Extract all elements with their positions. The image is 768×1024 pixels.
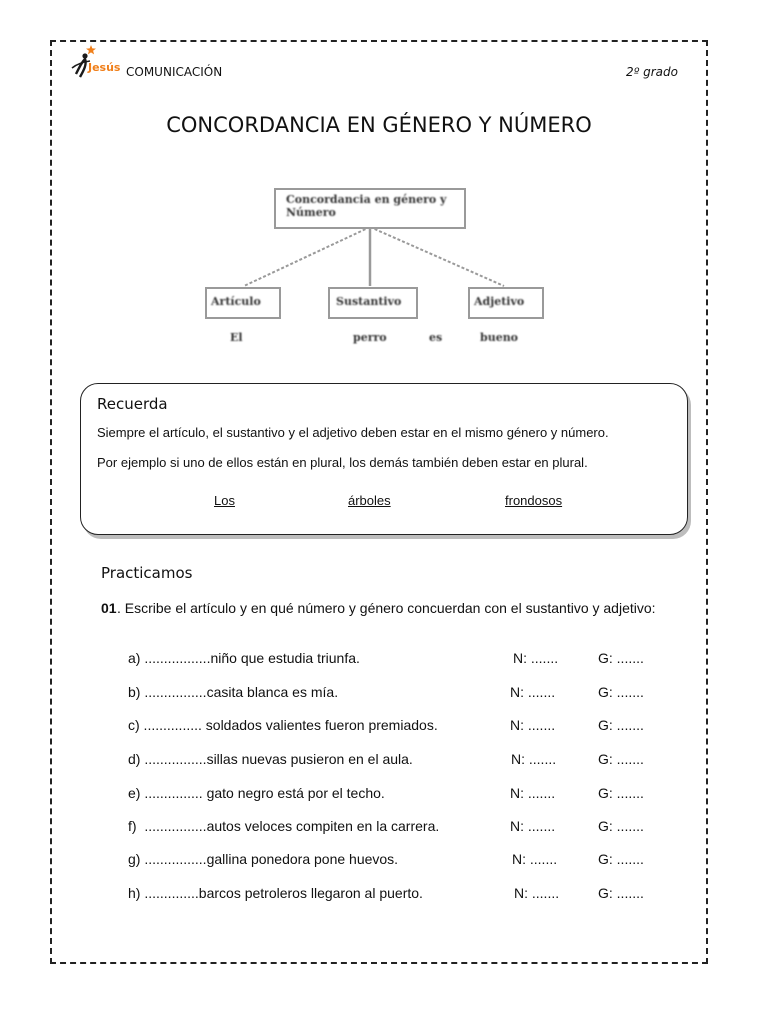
exercise-item: f) ................autos veloces compiten en la carrera. — [128, 818, 440, 834]
example-adjective: frondosos — [505, 493, 563, 508]
diagram-node-label: Artículo — [211, 295, 261, 308]
gender-blank: G: ....... — [598, 650, 644, 666]
exercise-item: e) ............... gato negro está por el techo. — [128, 785, 385, 801]
diagram-example-word: El — [230, 331, 243, 344]
diagram-node-sustantivo — [328, 287, 418, 319]
number-blank: N: ....... — [510, 818, 556, 834]
diagram-node-adjetivo — [468, 287, 544, 319]
remember-heading: Recuerda — [97, 395, 168, 413]
exercise-item: d) ................sillas nuevas pusieron en el aula. — [128, 751, 413, 767]
example-article: Los — [214, 493, 235, 508]
remember-box — [80, 383, 688, 535]
number-blank: N: ....... — [510, 717, 556, 733]
number-blank: N: ....... — [512, 851, 558, 867]
remember-example-text: Por ejemplo si uno de ellos están en plural, los demás también deben estar en plural. — [97, 455, 588, 470]
number-blank: N: ....... — [510, 684, 556, 700]
number-blank: N: ....... — [513, 650, 559, 666]
diagram-root-box — [274, 188, 466, 229]
exercise-item: c) ............... soldados valientes fueron premiados. — [128, 717, 438, 733]
gender-blank: G: ....... — [598, 751, 644, 767]
diagram-example-word: bueno — [480, 331, 519, 344]
exercise-item: h) ..............barcos petroleros llegaron al puerto. — [128, 885, 423, 901]
concept-diagram — [200, 183, 560, 353]
subject-label: COMUNICACIÓN — [126, 65, 223, 79]
diagram-node-articulo — [205, 287, 281, 319]
example-noun: árboles — [348, 493, 391, 508]
question-number: 01 — [101, 600, 117, 616]
remember-rule: Siempre el artículo, el sustantivo y el adjetivo deben estar en el mismo género y número. — [97, 425, 609, 440]
exercise-item: g) ................gallina ponedora pone huevos. — [128, 851, 399, 867]
gender-blank: G: ....... — [598, 717, 644, 733]
gender-blank: G: ....... — [598, 818, 644, 834]
exercise-item: a) .................niño que estudia triunfa. — [128, 650, 360, 666]
gender-blank: G: ....... — [598, 684, 644, 700]
page-title: CONCORDANCIA EN GÉNERO Y NÚMERO — [166, 113, 592, 137]
number-blank: N: ....... — [514, 885, 560, 901]
grade-label: 2º grado — [626, 65, 678, 79]
svg-text:Jesús: Jesús — [88, 61, 121, 74]
school-logo — [68, 44, 121, 80]
practice-heading: Practicamos — [101, 564, 193, 582]
diagram-node-label: Adjetivo — [474, 295, 525, 308]
gender-blank: G: ....... — [598, 785, 644, 801]
diagram-example-word: es — [429, 331, 443, 344]
diagram-node-label: Sustantivo — [336, 295, 402, 308]
diagram-example-word: perro — [353, 331, 387, 344]
gender-blank: G: ....... — [598, 885, 644, 901]
exercise-item: b) ................casita blanca es mía. — [128, 684, 339, 700]
number-blank: N: ....... — [510, 785, 556, 801]
question-instruction: . Escribe el artículo y en qué número y género concuerdan con el sustantivo y adjetivo: — [117, 600, 656, 616]
diagram-root-label: Concordancia en género y Número — [286, 193, 447, 219]
gender-blank: G: ....... — [598, 851, 644, 867]
number-blank: N: ....... — [511, 751, 557, 767]
